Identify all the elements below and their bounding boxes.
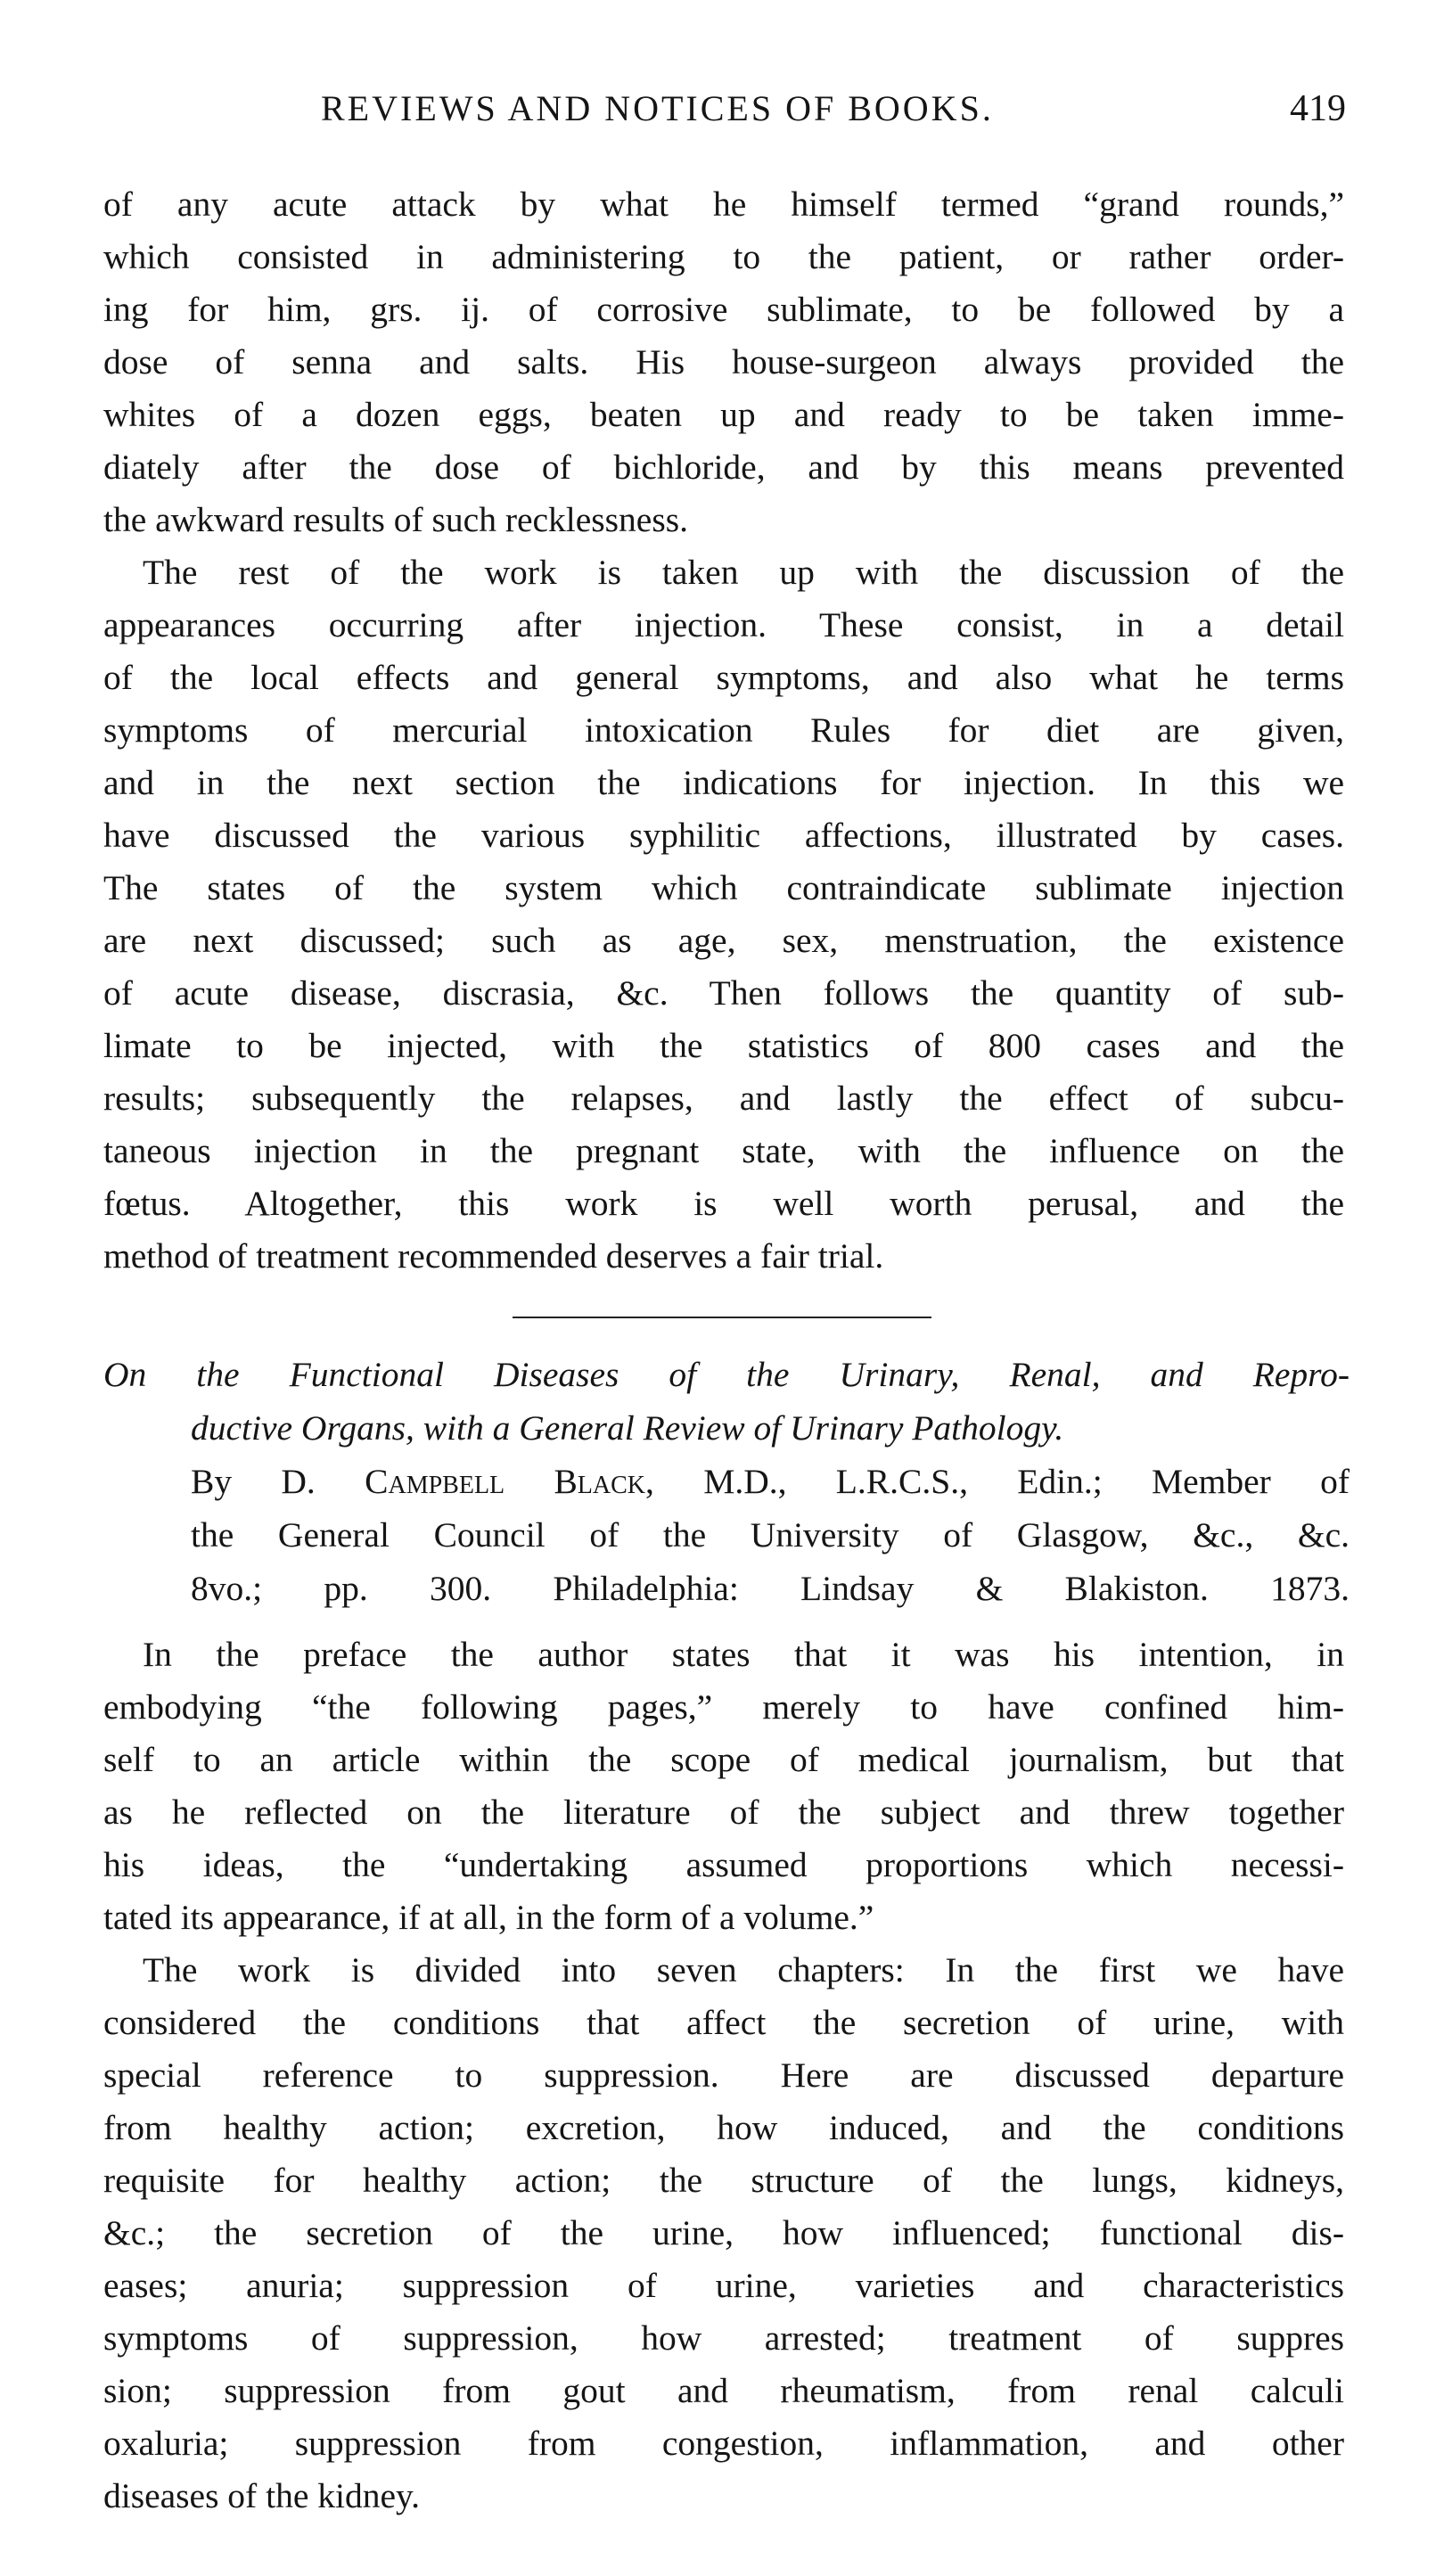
text-line: of any acute attack by what he himself termed “grand rounds,” — [103, 185, 1344, 224]
text-line: which consisted in administering to the patient, or rather order- — [103, 237, 1344, 276]
author-name: Campbell Black — [365, 1462, 646, 1501]
paragraph-start-line: The rest of the work is taken up with the discussion of the — [143, 553, 1344, 592]
by-label: By D. — [191, 1462, 316, 1501]
paragraph-end-line: method of treatment recommended deserves a fair trial. — [103, 1236, 884, 1276]
text-line: eases; anuria; suppression of urine, varieties and characteristics — [103, 2266, 1344, 2305]
text-line: symptoms of mercurial intoxication Rules for diet are given, — [103, 710, 1344, 750]
text-line: are next discussed; such as age, sex, menstruation, the existence — [103, 921, 1344, 960]
text-line: results; subsequently the relapses, and lastly the effect of subcu- — [103, 1079, 1344, 1118]
text-line: appearances occurring after injection. These consist, in a detail — [103, 605, 1344, 644]
text-line: whites of a dozen eggs, beaten up and ready to be taken imme- — [103, 395, 1344, 434]
text-line: special reference to suppression. Here are discussed departure — [103, 2055, 1344, 2095]
text-line: oxaluria; suppression from congestion, inflammation, and other — [103, 2424, 1344, 2463]
publication-line: 8vo.; pp. 300. Philadelphia: Lindsay & Blakiston. 1873. — [191, 1569, 1350, 1608]
running-title: REVIEWS AND NOTICES OF BOOKS. — [321, 88, 994, 128]
text-line: requisite for healthy action; the structure of the lungs, kidneys, — [103, 2161, 1344, 2200]
text-line: as he reflected on the literature of the subject and threw together — [103, 1793, 1344, 1832]
text-line: &c.; the secretion of the urine, how influenced; functional dis- — [103, 2213, 1344, 2252]
first-review-text — [103, 178, 1344, 1283]
text-line: embodying “the following pages,” merely to have confined him- — [103, 1687, 1344, 1727]
text-line: The states of the system which contraindicate sublimate injection — [103, 868, 1344, 907]
paragraph-end-line: tated its appearance, if at all, in the form of a volume.” — [103, 1898, 874, 1937]
text-line: have discussed the various syphilitic affections, illustrated by cases. — [103, 816, 1344, 855]
paragraph-start-line: The work is divided into seven chapters: In the first we have — [143, 1950, 1344, 1989]
author-line — [103, 1455, 1350, 1508]
text-line: of acute disease, discrasia, &c. Then follows the quantity of sub- — [103, 973, 1344, 1013]
text-line: from healthy action; excretion, how induced, and the conditions — [103, 2108, 1344, 2147]
second-review-text — [103, 1628, 1344, 2523]
text-line: diately after the dose of bichloride, and by this means prevented — [103, 447, 1344, 487]
text-line: and in the next section the indications for injection. In this we — [103, 763, 1344, 802]
text-line: sion; suppression from gout and rheumatism, from renal calculi — [103, 2371, 1344, 2410]
paragraph-start-line: In the preface the author states that it was his intention, in — [143, 1635, 1344, 1674]
paragraph-end-line: the awkward results of such recklessness. — [103, 500, 688, 539]
running-head — [107, 82, 1346, 135]
text-line: limate to be injected, with the statistics of 800 cases and the — [103, 1026, 1344, 1065]
text-line: symptoms of suppression, how arrested; treatment of suppres — [103, 2318, 1344, 2358]
affiliation-line: the General Council of the University of Glasgow, &c., &c. — [191, 1515, 1350, 1555]
text-line: dose of senna and salts. His house-surgeon always provided the — [103, 342, 1344, 381]
author-credentials: , M.D., L.R.C.S., Edin.; Member of — [645, 1462, 1350, 1501]
text-line: of the local effects and general symptoms, and also what he terms — [103, 658, 1344, 697]
text-line: his ideas, the “undertaking assumed proportions which necessi- — [103, 1845, 1344, 1884]
book-title-line: On the Functional Diseases of the Urinary, Renal, and Repro- — [103, 1355, 1350, 1394]
page-number: 419 — [1290, 88, 1346, 129]
text-line: ing for him, grs. ij. of corrosive sublimate, to be followed by a — [103, 290, 1344, 329]
text-line: taneous injection in the pregnant state, with the influence on the — [103, 1131, 1344, 1170]
book-citation — [103, 1348, 1350, 1615]
text-line: self to an article within the scope of medical journalism, but that — [103, 1740, 1344, 1779]
section-divider — [513, 1317, 931, 1318]
text-line: considered the conditions that affect the secretion of urine, with — [103, 2003, 1344, 2042]
book-title-line: ductive Organs, with a General Review of Urinary Pathology. — [191, 1408, 1064, 1448]
text-line: fœtus. Altogether, this work is well worth perusal, and the — [103, 1184, 1344, 1223]
paragraph-end-line: diseases of the kidney. — [103, 2476, 421, 2515]
